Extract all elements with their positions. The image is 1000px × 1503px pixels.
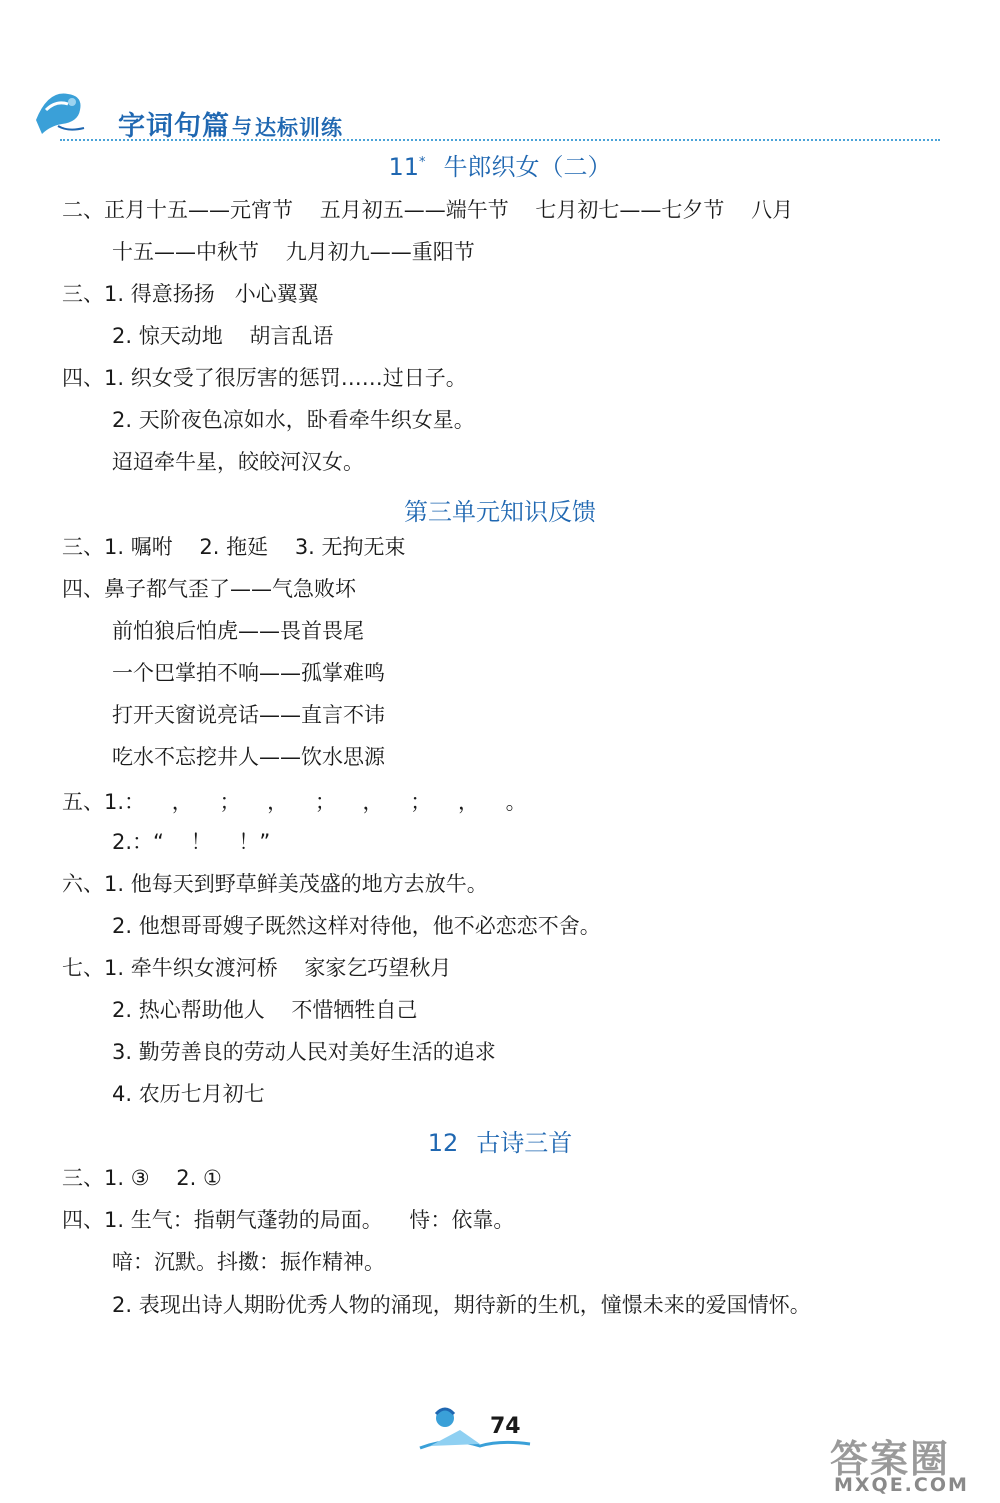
answer-line: 迢迢牵牛星，皎皎河汉女。 <box>112 450 364 474</box>
section-title-unit3 <box>0 492 1000 527</box>
answer-line: 三、1. ③ 2. ① <box>62 1166 222 1190</box>
answer-line: 五、1.： ， ； ， ； ， ； ， 。 <box>62 790 527 814</box>
answer-line: 喑：沉默。抖擞：振作精神。 <box>112 1250 385 1274</box>
answer-line: 4. 农历七月初七 <box>112 1082 265 1106</box>
answer-line: 2. 惊天动地 胡言乱语 <box>112 324 334 348</box>
answer-line: 四、1. 织女受了很厉害的惩罚……过日子。 <box>62 366 467 390</box>
section-mark: * <box>419 155 426 170</box>
section-heading: 牛郎织女（二） <box>443 153 612 181</box>
answer-line: 六、1. 他每天到野草鲜美茂盛的地方去放牛。 <box>62 872 488 896</box>
watermark-logo <box>830 1428 995 1498</box>
section-heading: 第三单元知识反馈 <box>404 498 596 526</box>
answer-line: 2. 热心帮助他人 不惜牺牲自己 <box>112 998 418 1022</box>
answer-line: 二、正月十五——元宵节 五月初五——端午节 七月初七——七夕节 八月 <box>62 198 794 222</box>
section-number: 12 <box>427 1129 459 1157</box>
book-series-title <box>118 104 343 143</box>
answer-line: 3. 勤劳善良的劳动人民对美好生活的追求 <box>112 1040 496 1064</box>
answer-line: 一个巴掌拍不响——孤掌难鸣 <box>112 661 385 685</box>
book-logo-icon <box>28 80 98 140</box>
page-number: 74 <box>490 1414 521 1439</box>
watermark-chars: 答案圈 <box>830 1437 951 1481</box>
answer-line: 前怕狼后怕虎——畏首畏尾 <box>112 619 364 643</box>
title-sub: 达标训练 <box>255 115 343 140</box>
watermark-url: MXQE.COM <box>834 1474 969 1496</box>
answer-line: 2. 他想哥哥嫂子既然这样对待他，他不必恋恋不舍。 <box>112 914 601 938</box>
answer-line: 2. 天阶夜色凉如水，卧看牵牛织女星。 <box>112 408 475 432</box>
section-heading: 古诗三首 <box>476 1129 573 1157</box>
header-divider <box>60 139 940 141</box>
answer-line: 吃水不忘挖井人——饮水思源 <box>112 745 385 769</box>
answer-line: 三、1. 嘱咐 2. 拖延 3. 无拘无束 <box>62 535 406 559</box>
answer-line: 三、1. 得意扬扬 小心翼翼 <box>62 282 319 306</box>
title-separator: 与 <box>232 114 253 138</box>
answer-line: 十五——中秋节 九月初九——重阳节 <box>112 240 475 264</box>
answer-line: 四、1. 生气：指朝气蓬勃的局面。 恃：依靠。 <box>62 1208 515 1232</box>
section-title-11 <box>0 147 1000 182</box>
answer-line: 2.：“ ！ ！” <box>112 830 271 854</box>
reading-child-icon <box>400 1400 550 1460</box>
section-title-12 <box>0 1123 1000 1158</box>
answer-line: 2. 表现出诗人期盼优秀人物的涌现，期待新的生机，憧憬未来的爱国情怀。 <box>112 1293 811 1317</box>
section-number: 11 <box>388 153 420 181</box>
answer-line: 打开天窗说亮话——直言不讳 <box>112 703 385 727</box>
title-main: 字词句篇 <box>118 111 230 142</box>
answer-line: 七、1. 牵牛织女渡河桥 家家乞巧望秋月 <box>62 956 452 980</box>
answer-line: 四、鼻子都气歪了——气急败坏 <box>62 577 356 601</box>
